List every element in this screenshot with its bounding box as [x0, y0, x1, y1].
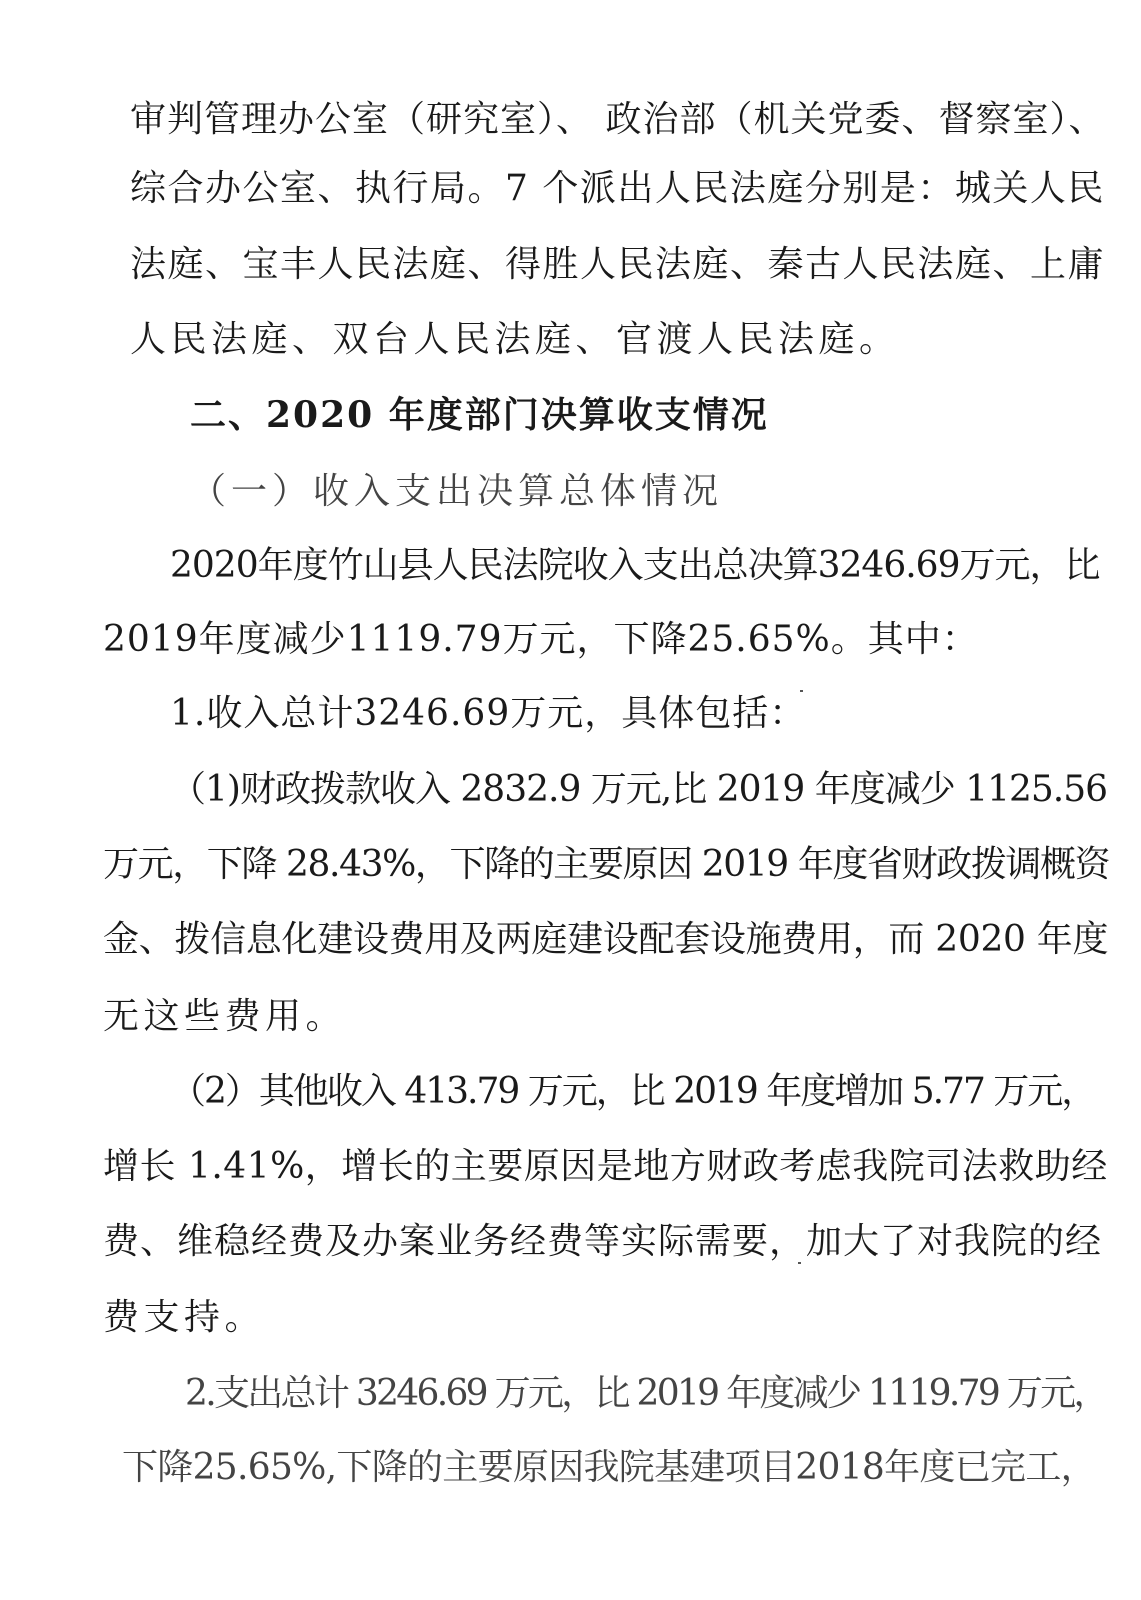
- paragraph-line: 增长 1.41%，增长的主要原因是地方财政考虑我院司法救助经: [103, 1146, 1108, 1187]
- scan-speck: [798, 1262, 801, 1264]
- paragraph-line: 2019年度减少1119.79万元，下降25.65%。其中：: [103, 619, 979, 660]
- paragraph-line: （1)财政拨款收入 2832.9 万元,比 2019 年度减少 1125.56: [170, 769, 1108, 810]
- paragraph-line: 万元，下降 28.43%，下降的主要原因 2019 年度省财政拨调概资: [103, 844, 1110, 885]
- section-heading: 二、2020 年度部门决算收支情况: [190, 394, 769, 436]
- paragraph-line: 无这些费用。: [103, 996, 347, 1037]
- paragraph-line: 2020年度竹山县人民法院收入支出总决算3246.69万元，比: [170, 545, 1100, 586]
- subsection-heading: （一）收入支出决算总体情况: [190, 471, 724, 512]
- paragraph-line: （2）其他收入 413.79 万元，比 2019 年度增加 5.77 万元，: [170, 1071, 1096, 1112]
- paragraph-line: 费支持。: [103, 1297, 266, 1338]
- paragraph-line: 综合办公室、执行局。7 个派出人民法庭分别是：城关人民: [130, 168, 1105, 209]
- paragraph-line: 法庭、宝丰人民法庭、得胜人民法庭、秦古人民法庭、上庸: [130, 244, 1106, 285]
- paragraph-line: 金、拨信息化建设费用及两庭建设配套设施费用，而 2020 年度: [103, 919, 1109, 960]
- paragraph-line: 费、维稳经费及办案业务经费等实际需要，加大了对我院的经: [103, 1221, 1103, 1262]
- paragraph-line: 下降25.65%,下降的主要原因我院基建项目2018年度已完工，: [122, 1447, 1096, 1488]
- paragraph-line: 审判管理办公室（研究室）、 政治部（机关党委、督察室）、: [130, 99, 1106, 140]
- paragraph-line: 2.支出总计 3246.69 万元，比 2019 年度减少 1119.79 万元，: [185, 1373, 1107, 1414]
- paragraph-line: 人民法庭、双台人民法庭、官渡人民法庭。: [130, 319, 900, 360]
- scan-speck: [800, 690, 803, 692]
- paragraph-line: 1.收入总计3246.69万元，具体包括：: [170, 693, 807, 734]
